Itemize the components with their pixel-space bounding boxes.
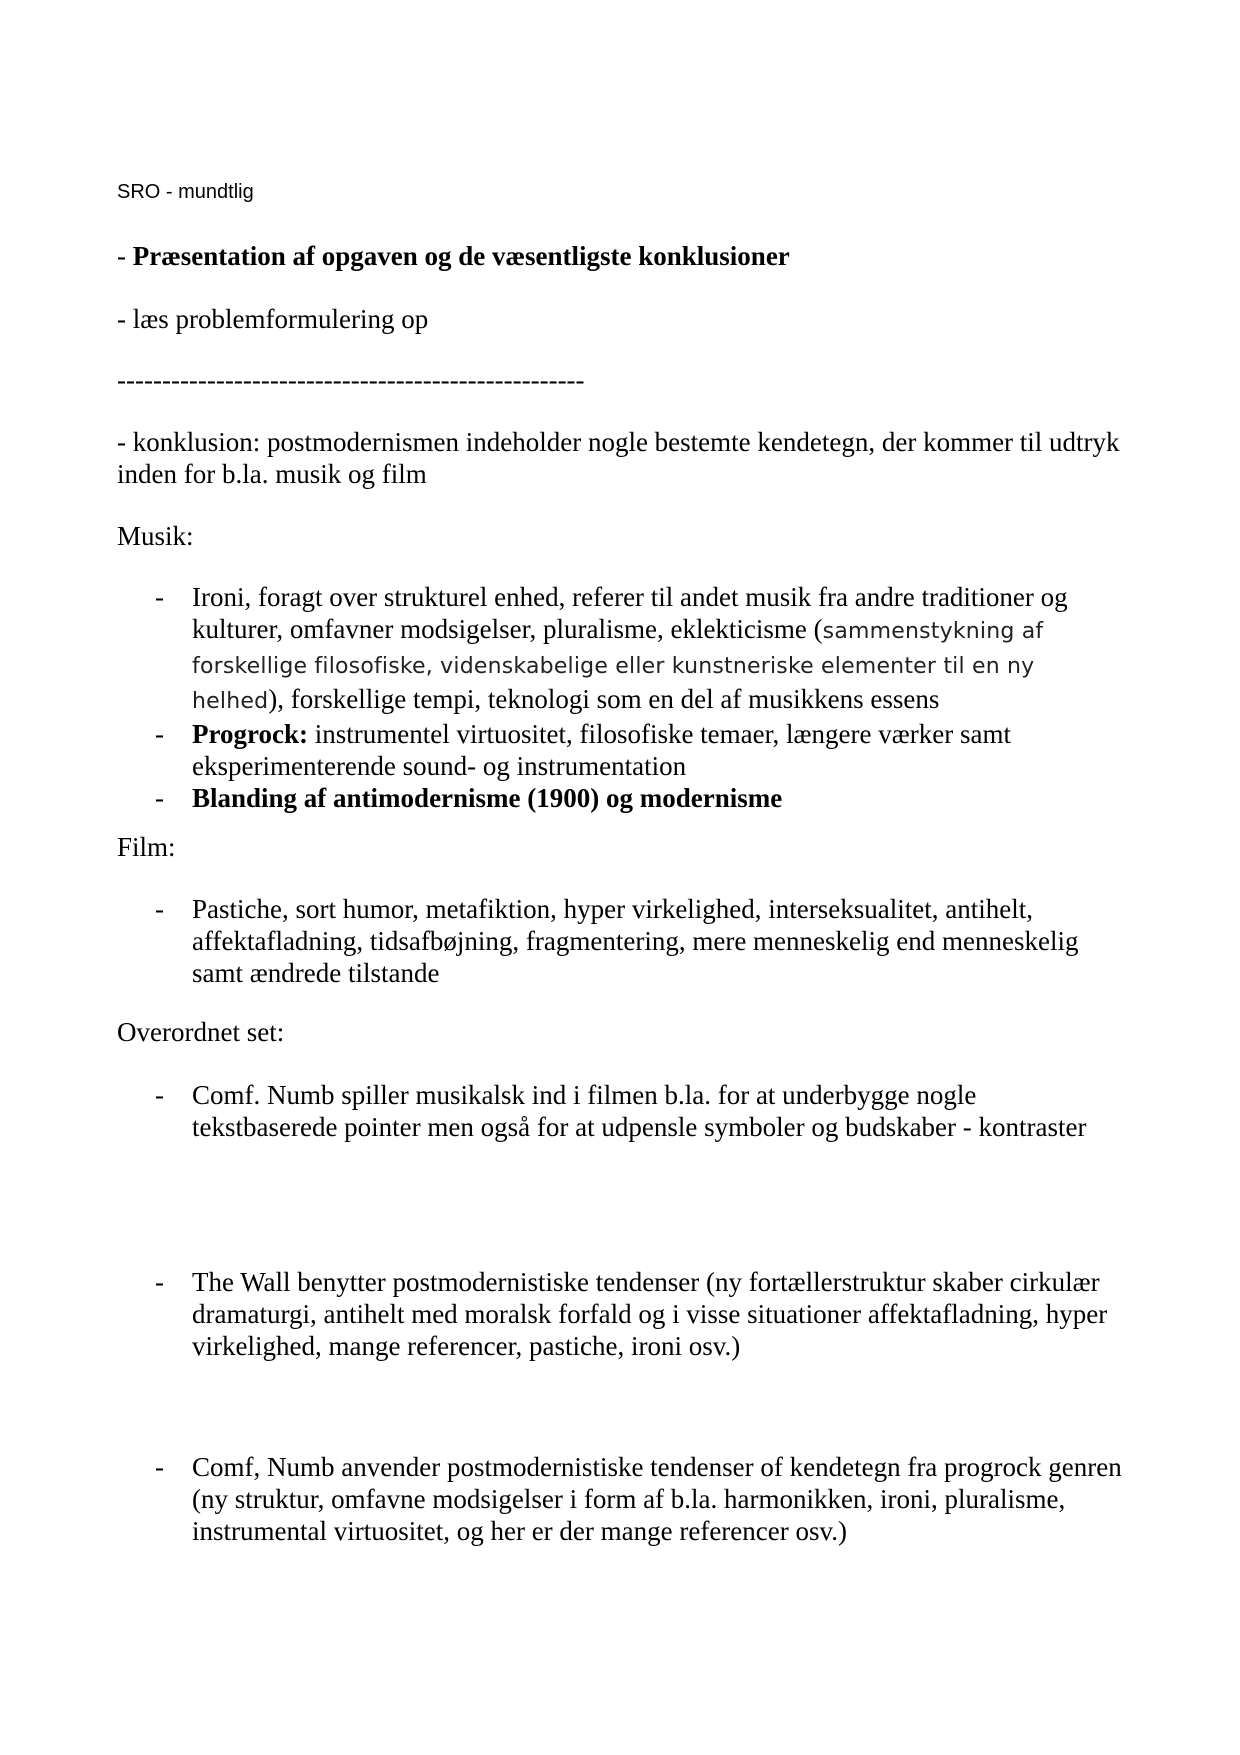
document-header-label: SRO - mundtlig (117, 181, 254, 203)
bullet-marker: - (155, 1452, 164, 1482)
overall-list-2 (117, 1266, 1127, 1362)
music-item-irony-text: Ironi, foragt over strukturel enhed, referer til andet musik fra andre traditioner og kulturer, omfavner modsigelser, pluralisme, eklekticisme ( (192, 582, 1068, 644)
overall-item-comf-numb-progrock (117, 1451, 1127, 1547)
overall-item-comf-numb-text: Comf. Numb spiller musikalsk ind i filmen b.la. for at underbygge nogle tekstbaserede pointer men også for at udpensle symboler og budskaber - kontraster (192, 1080, 1087, 1142)
conclusion-paragraph: - konklusion: postmodernismen indeholder nogle bestemte kendetegn, der kommer til udtryk inden for b.la. musik og film (117, 427, 1120, 489)
music-item-blend (117, 782, 1127, 814)
bullet-marker: - (155, 1267, 164, 1297)
section-heading (117, 240, 790, 272)
overall-item-comf-numb (117, 1079, 1127, 1143)
bullet-marker: - (155, 582, 164, 612)
problem-formulation-line: - læs problemformulering op (117, 304, 429, 334)
overall-item-comf-numb-progrock-text: Comf, Numb anvender postmodernistiske tendenser of kendetegn fra progrock genren (ny struktur, omfavne modsigelser i form af b.la. harmonikken, ironi, pluralisme, instrumental virtuositet, og her er der mange referencer osv.) (192, 1452, 1122, 1546)
separator-line: ---------------------------------------------------- (117, 365, 585, 395)
film-item-text: Pastiche, sort humor, metafiktion, hyper virkelighed, interseksualitet, antihelt, affektafladning, tidsafbøjning, fragmentering, mere menneskelig end menneskelig samt ændrede tilstande (192, 894, 1079, 988)
progrock-label: Progrock: (192, 719, 308, 749)
bullet-marker: - (155, 719, 164, 749)
music-item-irony (117, 581, 1127, 718)
heading-title: Præsentation af opgaven og de væsentligste konklusioner (132, 241, 790, 271)
eclecticism-definition: sammenstykning af forskellige filosofiske, videnskabelige eller kunstneriske elementer til en ny helhed (192, 619, 1044, 714)
overall-item-the-wall-text: The Wall benytter postmodernistiske tendenser (ny fortællerstruktur skaber cirkulær dramaturgi, antihelt med moralsk forfald og i visse situationer affektafladning, hyper virkelighed, mange referencer, pastiche, ironi osv.) (192, 1267, 1108, 1361)
film-heading: Film: (117, 832, 176, 862)
overall-heading: Overordnet set: (117, 1017, 285, 1047)
overall-item-the-wall (117, 1266, 1127, 1362)
bullet-marker: - (155, 1080, 164, 1110)
film-item (117, 893, 1127, 989)
film-list (117, 893, 1127, 989)
music-heading: Musik: (117, 521, 194, 551)
music-list (117, 581, 1127, 814)
overall-list-3 (117, 1451, 1127, 1547)
music-item-progrock (117, 718, 1127, 782)
progrock-text: instrumentel virtuositet, filosofiske temaer, længere værker samt eksperimenterende sound- og instrumentation (192, 719, 1011, 781)
overall-list-1 (117, 1079, 1127, 1143)
music-item-irony-text-end: ), forskellige tempi, teknologi som en del af musikkens essens (268, 684, 940, 714)
bullet-marker: - (155, 783, 164, 813)
bullet-marker: - (155, 894, 164, 924)
heading-prefix: - (117, 241, 133, 271)
blend-text: Blanding af antimodernisme (1900) og modernisme (192, 783, 783, 813)
